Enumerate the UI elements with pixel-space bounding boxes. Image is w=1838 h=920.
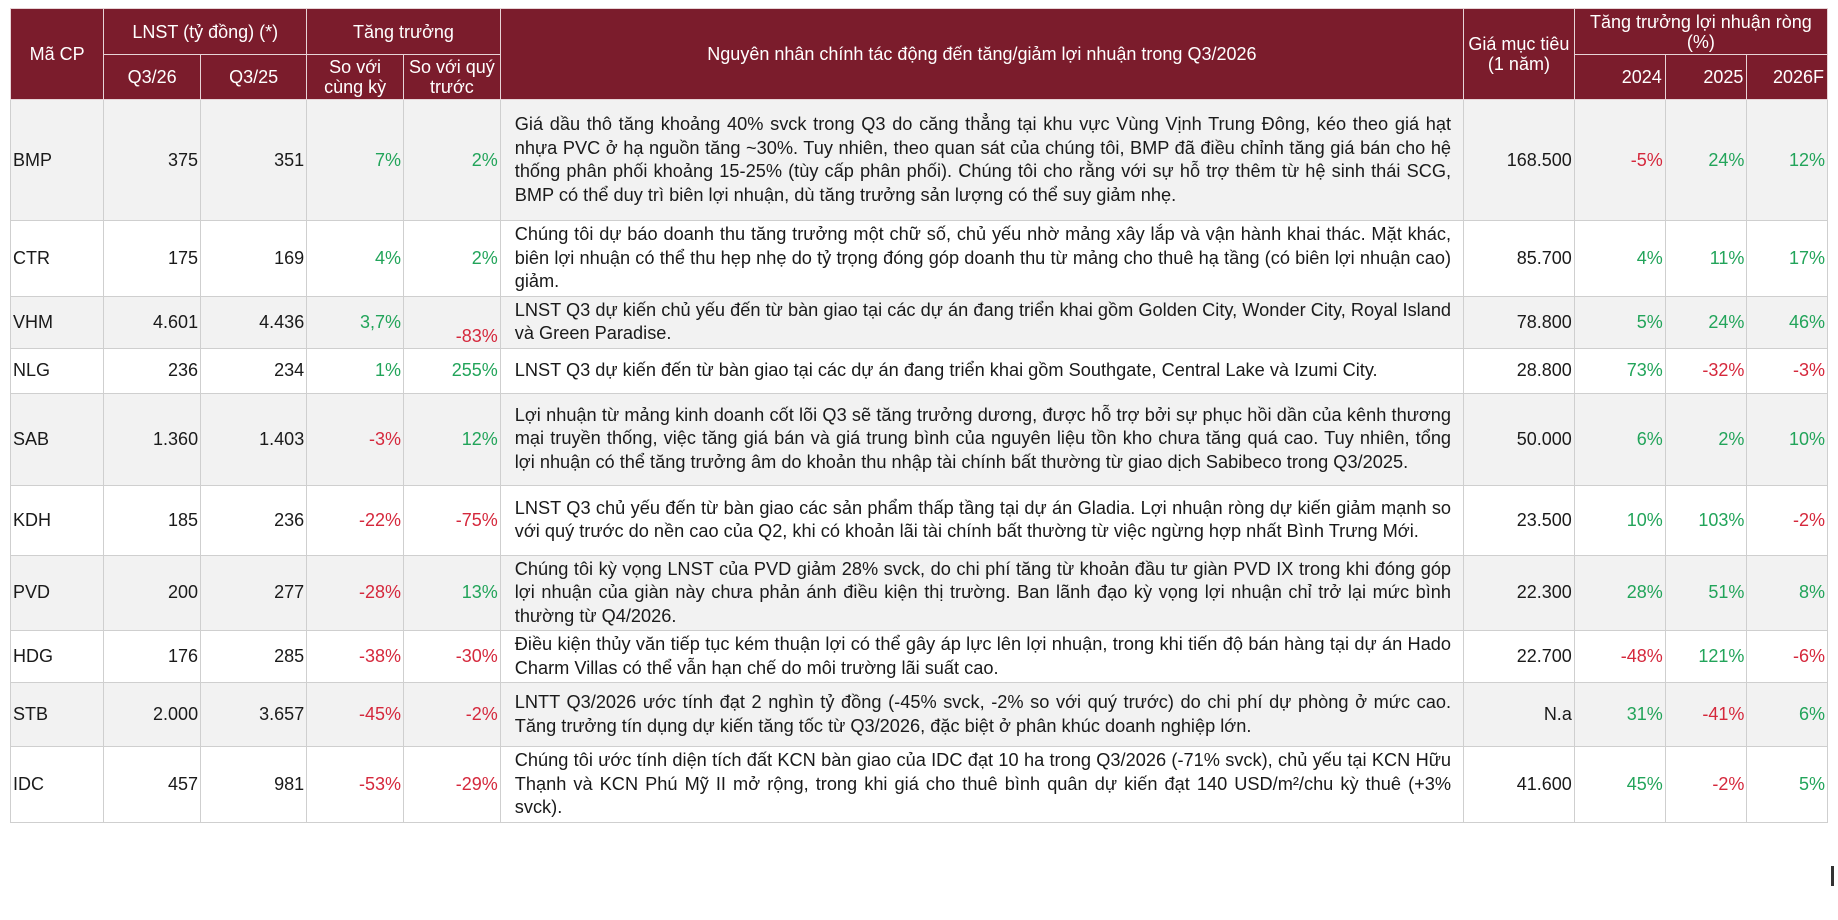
qoq-growth-cell: -29% xyxy=(403,747,500,823)
ticker-cell: KDH xyxy=(11,485,104,555)
header-reason: Nguyên nhân chính tác động đến tăng/giảm lợi nhuận trong Q3/2026 xyxy=(500,9,1463,100)
target-price-cell: 22.700 xyxy=(1464,631,1575,683)
np-growth-2025-cell: 24% xyxy=(1665,100,1747,221)
header-ticker: Mã CP xyxy=(11,9,104,100)
np-growth-2025-cell: -32% xyxy=(1665,348,1747,393)
target-price-cell: 22.300 xyxy=(1464,555,1575,631)
lnst-q325-cell: 234 xyxy=(201,348,307,393)
header-2024: 2024 xyxy=(1574,55,1665,100)
header-2026f: 2026F xyxy=(1747,55,1828,100)
ticker-cell: PVD xyxy=(11,555,104,631)
reason-cell: LNST Q3 dự kiến đến từ bàn giao tại các dự án đang triển khai gồm Southgate, Central Lake và Izumi City. xyxy=(500,348,1463,393)
qoq-growth-cell: 2% xyxy=(403,100,500,221)
table-body xyxy=(11,100,1828,823)
header-qoq: So với quý trước xyxy=(403,55,500,100)
np-growth-2026f-cell: 10% xyxy=(1747,393,1828,485)
yoy-growth-cell: 7% xyxy=(307,100,404,221)
np-growth-2024-cell: 6% xyxy=(1574,393,1665,485)
table-row xyxy=(11,348,1828,393)
np-growth-2025-cell: 121% xyxy=(1665,631,1747,683)
np-growth-2024-cell: 4% xyxy=(1574,221,1665,297)
yoy-growth-cell: 3,7% xyxy=(307,296,404,348)
np-growth-2025-cell: -41% xyxy=(1665,683,1747,747)
target-price-cell: 41.600 xyxy=(1464,747,1575,823)
yoy-growth-cell: 1% xyxy=(307,348,404,393)
np-growth-2025-cell: 11% xyxy=(1665,221,1747,297)
reason-cell: LNST Q3 chủ yếu đến từ bàn giao các sản phẩm thấp tầng tại dự án Gladia. Lợi nhuận ròng dự kiến giảm mạnh so với quý trước do nền cao của Q2, khi có khoản lãi tài chính bất thường từ việc ngừng hợp nhất Bình Trưng Mới. xyxy=(500,485,1463,555)
lnst-q326-cell: 457 xyxy=(104,747,201,823)
table-row xyxy=(11,747,1828,823)
header-yoy: So với cùng kỳ xyxy=(307,55,404,100)
np-growth-2024-cell: 31% xyxy=(1574,683,1665,747)
np-growth-2024-cell: -48% xyxy=(1574,631,1665,683)
yoy-growth-cell: -22% xyxy=(307,485,404,555)
lnst-q326-cell: 375 xyxy=(104,100,201,221)
lnst-q325-cell: 351 xyxy=(201,100,307,221)
reason-cell: Chúng tôi dự báo doanh thu tăng trưởng một chữ số, chủ yếu nhờ mảng xây lắp và vận hành khai thác. Mặt khác, biên lợi nhuận có thể thu hẹp nhẹ do tỷ trọng đóng góp doanh thu từ mảng cho thuê hạ tầng (có biên lợi nhuận cao) giảm. xyxy=(500,221,1463,297)
reason-cell: Chúng tôi kỳ vọng LNST của PVD giảm 28% svck, do chi phí tăng từ khoản đầu tư giàn PVD IX trong khi đóng góp lợi nhuận của giàn này chưa phản ánh điều kiện thị trường. Ban lãnh đạo kỳ vọng lợi nhuận chỉ trở lại mức bình thường từ Q4/2026. xyxy=(500,555,1463,631)
header-q325: Q3/25 xyxy=(201,55,307,100)
header-lnst: LNST (tỷ đồng) (*) xyxy=(104,9,307,55)
reason-cell: Điều kiện thủy văn tiếp tục kém thuận lợi có thể gây áp lực lên lợi nhuận, trong khi tiến độ bán hàng tại dự án Hado Charm Villas có thể vẫn hạn chế do môi trường lãi suất cao. xyxy=(500,631,1463,683)
target-price-cell: 50.000 xyxy=(1464,393,1575,485)
lnst-q326-cell: 185 xyxy=(104,485,201,555)
target-price-cell: N.a xyxy=(1464,683,1575,747)
table-row xyxy=(11,221,1828,297)
ticker-cell: SAB xyxy=(11,393,104,485)
ticker-cell: HDG xyxy=(11,631,104,683)
qoq-growth-cell: 12% xyxy=(403,393,500,485)
np-growth-2026f-cell: -6% xyxy=(1747,631,1828,683)
lnst-q326-cell: 1.360 xyxy=(104,393,201,485)
np-growth-2026f-cell: 46% xyxy=(1747,296,1828,348)
profit-forecast-table xyxy=(10,8,1828,823)
np-growth-2024-cell: 10% xyxy=(1574,485,1665,555)
ticker-cell: VHM xyxy=(11,296,104,348)
table-row xyxy=(11,393,1828,485)
yoy-growth-cell: -53% xyxy=(307,747,404,823)
lnst-q325-cell: 4.436 xyxy=(201,296,307,348)
target-price-cell: 168.500 xyxy=(1464,100,1575,221)
lnst-q325-cell: 3.657 xyxy=(201,683,307,747)
lnst-q325-cell: 1.403 xyxy=(201,393,307,485)
yoy-growth-cell: 4% xyxy=(307,221,404,297)
np-growth-2024-cell: 28% xyxy=(1574,555,1665,631)
lnst-q326-cell: 236 xyxy=(104,348,201,393)
reason-cell: Chúng tôi ước tính diện tích đất KCN bàn giao của IDC đạt 10 ha trong Q3/2026 (-71% svck), chủ yếu tại KCN Hữu Thạnh và KCN Phú Mỹ II mở rộng, trong khi giá cho thuê bình quân dự kiến đạt 140 USD/m²/chu kỳ thuê (+3% svck). xyxy=(500,747,1463,823)
target-price-cell: 85.700 xyxy=(1464,221,1575,297)
reason-cell: LNTT Q3/2026 ước tính đạt 2 nghìn tỷ đồng (-45% svck, -2% so với quý trước) do chi phí dự phòng ở mức cao. Tăng trưởng tín dụng dự kiến tăng tốc từ Q3/2026, đặc biệt ở phân khúc doanh nghiệp lớn. xyxy=(500,683,1463,747)
table-row xyxy=(11,296,1828,348)
target-price-cell: 23.500 xyxy=(1464,485,1575,555)
lnst-q325-cell: 285 xyxy=(201,631,307,683)
np-growth-2024-cell: 73% xyxy=(1574,348,1665,393)
qoq-growth-cell: 13% xyxy=(403,555,500,631)
np-growth-2024-cell: 45% xyxy=(1574,747,1665,823)
np-growth-2026f-cell: 12% xyxy=(1747,100,1828,221)
qoq-growth-cell: 255% xyxy=(403,348,500,393)
yoy-growth-cell: -28% xyxy=(307,555,404,631)
edge-marker xyxy=(1831,866,1834,886)
lnst-q326-cell: 175 xyxy=(104,221,201,297)
table-row xyxy=(11,683,1828,747)
lnst-q325-cell: 169 xyxy=(201,221,307,297)
target-price-cell: 78.800 xyxy=(1464,296,1575,348)
ticker-cell: BMP xyxy=(11,100,104,221)
header-2025: 2025 xyxy=(1665,55,1747,100)
ticker-cell: NLG xyxy=(11,348,104,393)
header-target-price: Giá mục tiêu (1 năm) xyxy=(1464,9,1575,100)
np-growth-2025-cell: 51% xyxy=(1665,555,1747,631)
header-growth: Tăng trưởng xyxy=(307,9,501,55)
np-growth-2026f-cell: -2% xyxy=(1747,485,1828,555)
np-growth-2024-cell: 5% xyxy=(1574,296,1665,348)
ticker-cell: CTR xyxy=(11,221,104,297)
qoq-growth-cell: -75% xyxy=(403,485,500,555)
lnst-q326-cell: 4.601 xyxy=(104,296,201,348)
np-growth-2025-cell: 2% xyxy=(1665,393,1747,485)
qoq-growth-cell: -2% xyxy=(403,683,500,747)
table-row xyxy=(11,555,1828,631)
qoq-growth-cell: 2% xyxy=(403,221,500,297)
reason-cell: Lợi nhuận từ mảng kinh doanh cốt lõi Q3 sẽ tăng trưởng dương, được hỗ trợ bởi sự phục hồi dần của kênh thương mại truyền thống, việc tăng giá bán và giá trung bình của nguyên liệu tồn kho chưa tăng quá cao. Tuy nhiên, tổng lợi nhuận có thể tăng trưởng âm do khoản thu nhập tài chính bất thường từ giao dịch Sabibeco trong Q3/2025. xyxy=(500,393,1463,485)
lnst-q325-cell: 277 xyxy=(201,555,307,631)
reason-cell: Giá dầu thô tăng khoảng 40% svck trong Q3 do căng thẳng tại khu vực Vùng Vịnh Trung Đông, kéo theo giá hạt nhựa PVC ở hạ nguồn tăng ~30%. Tuy nhiên, theo quan sát của chúng tôi, BMP đã điều chỉnh tăng giá bán cho hệ thống phân phối khoảng 15-25% (tùy cấp phân phối). Chúng tôi cho rằng với sự hỗ trợ thêm từ hệ sinh thái SCG, BMP có thể duy trì biên lợi nhuận, dù tăng trưởng sản lượng có thể suy giảm nhẹ. xyxy=(500,100,1463,221)
lnst-q326-cell: 2.000 xyxy=(104,683,201,747)
table-row xyxy=(11,100,1828,221)
lnst-q325-cell: 236 xyxy=(201,485,307,555)
lnst-q325-cell: 981 xyxy=(201,747,307,823)
table-row xyxy=(11,485,1828,555)
np-growth-2024-cell: -5% xyxy=(1574,100,1665,221)
np-growth-2025-cell: 103% xyxy=(1665,485,1747,555)
header-q326: Q3/26 xyxy=(104,55,201,100)
np-growth-2026f-cell: 17% xyxy=(1747,221,1828,297)
header-np-growth: Tăng trưởng lợi nhuận ròng (%) xyxy=(1574,9,1827,55)
lnst-q326-cell: 200 xyxy=(104,555,201,631)
ticker-cell: STB xyxy=(11,683,104,747)
np-growth-2026f-cell: 6% xyxy=(1747,683,1828,747)
table-row xyxy=(11,631,1828,683)
ticker-cell: IDC xyxy=(11,747,104,823)
yoy-growth-cell: -45% xyxy=(307,683,404,747)
yoy-growth-cell: -38% xyxy=(307,631,404,683)
qoq-growth-cell: -83% xyxy=(403,296,500,348)
np-growth-2025-cell: 24% xyxy=(1665,296,1747,348)
np-growth-2026f-cell: 5% xyxy=(1747,747,1828,823)
reason-cell: LNST Q3 dự kiến chủ yếu đến từ bàn giao tại các dự án đang triển khai gồm Golden City, Wonder City, Royal Island và Green Paradise. xyxy=(500,296,1463,348)
np-growth-2026f-cell: 8% xyxy=(1747,555,1828,631)
target-price-cell: 28.800 xyxy=(1464,348,1575,393)
table-header xyxy=(11,9,1828,100)
yoy-growth-cell: -3% xyxy=(307,393,404,485)
np-growth-2026f-cell: -3% xyxy=(1747,348,1828,393)
lnst-q326-cell: 176 xyxy=(104,631,201,683)
qoq-growth-cell: -30% xyxy=(403,631,500,683)
np-growth-2025-cell: -2% xyxy=(1665,747,1747,823)
